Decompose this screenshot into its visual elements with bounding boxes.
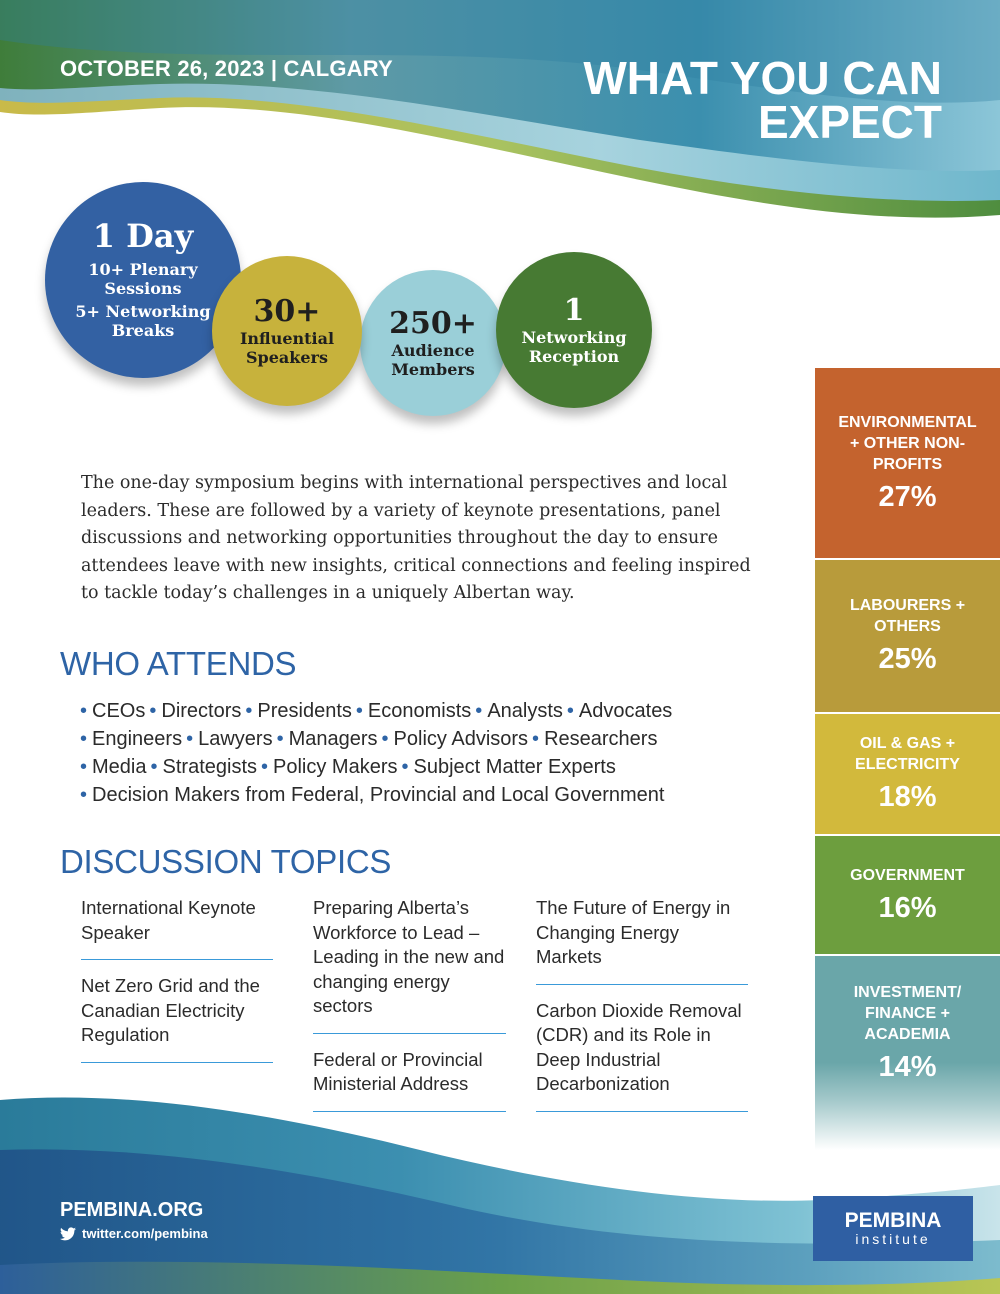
discussion-topic: The Future of Energy in Changing Energy Markets xyxy=(536,896,748,985)
audience-value: 250+ xyxy=(389,306,477,341)
bullet-icon: • xyxy=(245,700,253,722)
attendee-type: Managers xyxy=(288,728,378,750)
attendee-type: Strategists xyxy=(162,756,257,778)
bullet-icon: • xyxy=(355,700,363,722)
attendee-type: Presidents xyxy=(257,700,352,722)
attendee-type: Researchers xyxy=(544,728,658,750)
attendee-type: Policy Advisors xyxy=(393,728,529,750)
bullet-icon: • xyxy=(150,756,158,778)
twitter-link[interactable] xyxy=(60,1226,208,1241)
page-title-line-1: WHAT YOU CAN xyxy=(583,52,942,104)
stat-oil-gas xyxy=(815,714,1000,834)
stat-value: 18% xyxy=(878,781,937,813)
stat-labourers xyxy=(815,560,1000,712)
bullet-icon: • xyxy=(186,728,194,750)
footer-wave-graphic xyxy=(0,1090,1000,1294)
attendee-type: CEOs xyxy=(92,700,146,722)
attendee-type: Economists xyxy=(367,700,472,722)
stat-environmental xyxy=(815,368,1000,558)
plenary-sessions-label: 10+ Plenary Sessions xyxy=(88,260,198,298)
website-link[interactable]: PEMBINA.ORG xyxy=(60,1199,204,1221)
twitter-bird-icon xyxy=(60,1227,76,1241)
bullet-icon: • xyxy=(80,756,88,778)
page-title-line-2: EXPECT xyxy=(757,96,942,148)
who-attends-row xyxy=(80,753,760,781)
intro-paragraph: The one-day symposium begins with international perspectives and local leaders. These are followed by a variety of keynote presentations, panel discussions and networking opportunities throughout the day to ensure attendees leave with new insights, critical connections and feeling inspired to tackle today’s challenges in a uniquely Albertan way. xyxy=(81,473,751,603)
attendee-type: Subject Matter Experts xyxy=(413,756,616,778)
bullet-icon: • xyxy=(261,756,269,778)
discussion-topic: Federal or Provincial Ministerial Address xyxy=(313,1048,506,1112)
pembina-institute-logo xyxy=(813,1196,973,1261)
twitter-handle: twitter.com/pembina xyxy=(82,1226,208,1241)
attendee-type: Directors xyxy=(161,700,242,722)
one-day-circle xyxy=(45,182,241,378)
stat-label: OIL & GAS + ELECTRICITY xyxy=(855,735,960,773)
bullet-icon: • xyxy=(276,728,284,750)
bullet-icon: • xyxy=(401,756,409,778)
attendee-type: Policy Makers xyxy=(273,756,398,778)
stat-label: GOVERNMENT xyxy=(850,866,965,884)
stat-value: 14% xyxy=(878,1051,937,1083)
speakers-value: 30+ xyxy=(253,294,321,329)
bullet-icon: • xyxy=(532,728,540,750)
who-attends-heading: WHO ATTENDS xyxy=(60,645,297,682)
logo-name: PEMBINA xyxy=(844,1209,942,1232)
bullet-icon: • xyxy=(80,728,88,750)
bullet-icon: • xyxy=(566,700,574,722)
bullet-icon: • xyxy=(475,700,483,722)
audience-circle xyxy=(360,270,506,416)
stat-value: 27% xyxy=(878,480,937,513)
bullet-icon: • xyxy=(149,700,157,722)
page-title xyxy=(522,52,942,148)
discussion-topic: Net Zero Grid and the Canadian Electricity Regulation xyxy=(81,974,273,1063)
stat-government xyxy=(815,836,1000,954)
audience-label: Audience Members xyxy=(391,341,475,379)
attendee-type: Decision Makers from Federal, Provincial and Local Government xyxy=(92,784,665,806)
stat-label: INVESTMENT/ FINANCE + ACADEMIA xyxy=(853,984,962,1043)
speakers-circle xyxy=(212,256,362,406)
bullet-icon: • xyxy=(381,728,389,750)
who-attends-row xyxy=(80,697,760,725)
bullet-icon: • xyxy=(80,700,88,722)
logo-subtitle: institute xyxy=(855,1231,931,1247)
attendee-type: Lawyers xyxy=(198,728,273,750)
reception-circle xyxy=(496,252,652,408)
discussion-topic: International Keynote Speaker xyxy=(81,896,273,960)
discussion-topic: Carbon Dioxide Removal (CDR) and its Role in Deep Industrial Decarbonization xyxy=(536,999,748,1112)
attendee-type: Engineers xyxy=(92,728,183,750)
bullet-icon: • xyxy=(80,784,88,806)
stat-label: LABOURERS + OTHERS xyxy=(849,597,966,635)
discussion-topic: Preparing Alberta’s Workforce to Lead – Leading in the new and changing energy sectors xyxy=(313,896,506,1034)
who-attends-list xyxy=(80,697,760,809)
event-date: OCTOBER 26, 2023 | CALGARY xyxy=(60,56,393,81)
attendee-type: Advocates xyxy=(578,700,673,722)
stat-value: 16% xyxy=(878,891,937,924)
one-day-value: 1 Day xyxy=(92,217,194,255)
stat-label: ENVIRONMENTAL + OTHER NON-PROFITS xyxy=(838,413,977,473)
topics-column-1 xyxy=(81,896,273,1077)
reception-value: 1 xyxy=(563,293,585,328)
reception-label: Networking Reception xyxy=(521,328,627,366)
speakers-label: Influential Speakers xyxy=(239,329,335,367)
attendee-type: Media xyxy=(92,756,147,778)
attendee-type: Analysts xyxy=(487,700,563,722)
networking-breaks-label: 5+ Networking Breaks xyxy=(75,302,211,340)
discussion-topics-heading: DISCUSSION TOPICS xyxy=(60,843,392,880)
who-attends-row xyxy=(80,781,760,809)
who-attends-row xyxy=(80,725,760,753)
stat-value: 25% xyxy=(878,643,937,675)
